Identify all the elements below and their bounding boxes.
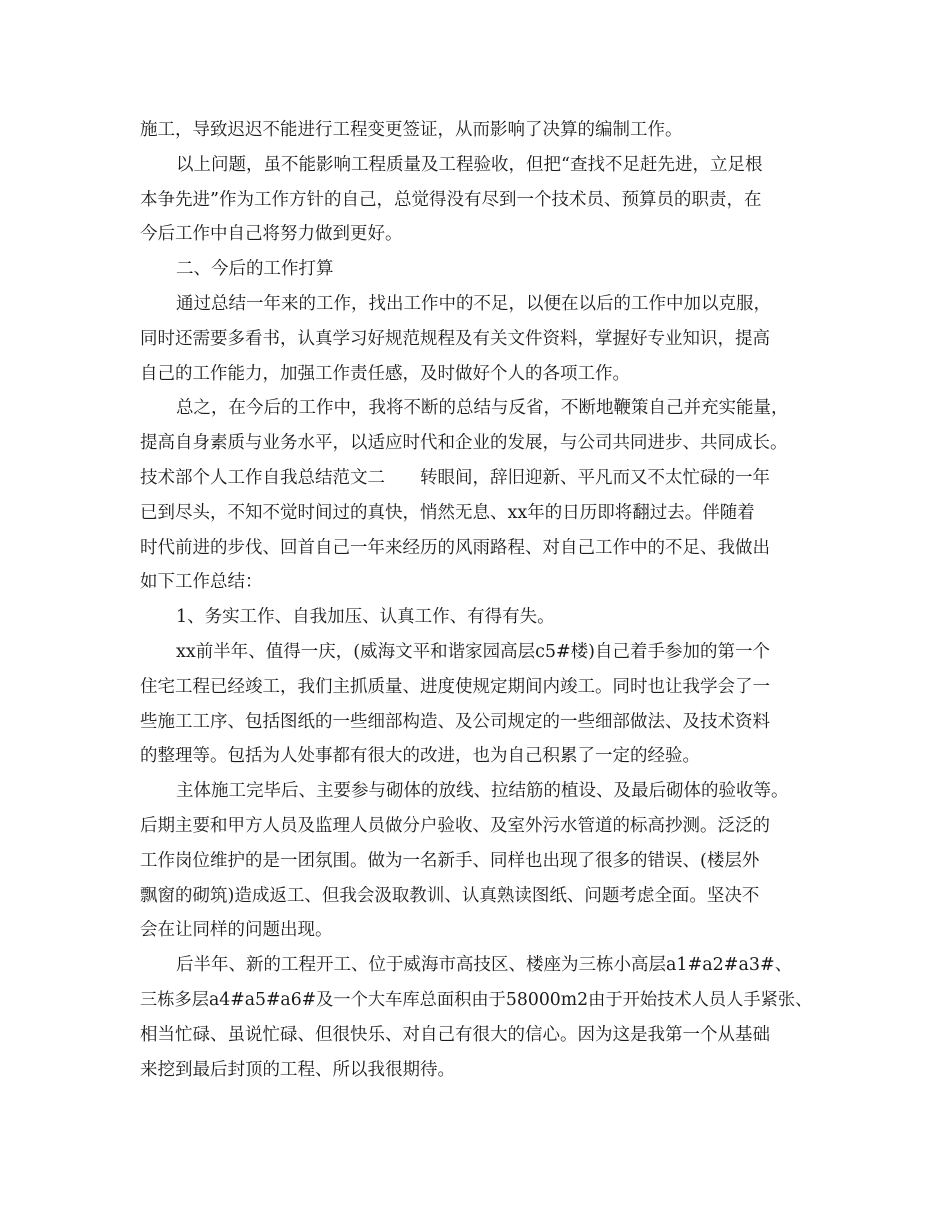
text-line: 后期主要和甲方人员及监理人员做分户验收、及室外污水管道的标高抄测。泛泛的 — [140, 815, 770, 836]
text-line: 今后工作中自己将努力做到更好。 — [140, 224, 403, 245]
text-line: 提高自身素质与业务水平，以适应时代和企业的发展，与公司共同进步、共同成长。 — [140, 433, 788, 454]
text-line: 后半年、新的工程开工、位于威海市高技区、楼座为三栋小高层a1#a2#a3#、 — [176, 955, 793, 976]
text-line: 三栋多层a4#a5#a6#及一个大车库总面积由于58000m2由于开始技术人员人手紧张、 — [140, 989, 813, 1010]
text-line: 已到尽头，不知不觉时间过的真快，悄然无息、xx年的日历即将翻过去。伴随着 — [140, 502, 755, 523]
text-line: 些施工工序、包括图纸的一些细部构造、及公司规定的一些细部做法、及技术资料 — [140, 711, 770, 732]
text-line: 同时还需要多看书，认真学习好规范规程及有关文件资料，掌握好专业知识，提高 — [140, 328, 770, 349]
text-line: 施工，导致迟迟不能进行工程变更签证，从而影响了决算的编制工作。 — [140, 120, 683, 140]
text-line: 工作岗位维护的是一团氛围。做为一名新手、同样也出现了很多的错误、(楼层外 — [140, 850, 760, 871]
text-line: 相当忙碌、虽说忙碌、但很快乐、对自己有很大的信心。因为这是我第一个从基础 — [140, 1024, 770, 1045]
text-line: 总之，在今后的工作中，我将不断的总结与反省，不断地鞭策自己并充实能量， — [176, 398, 789, 419]
body-text — [140, 113, 820, 1087]
text-line: 以上问题，虽不能影响工程质量及工程验收，但把“查找不足赶先进，立足根 — [176, 154, 763, 175]
text-line: 通过总结一年来的工作，找出工作中的不足，以便在以后的工作中加以克服， — [176, 293, 771, 314]
text-line: 飘窗的砌筑)造成返工、但我会汲取教训、认真熟读图纸、问题考虑全面。坚决不 — [140, 885, 760, 906]
text-line: 来挖到最后封顶的工程、所以我很期待。 — [140, 1059, 455, 1080]
text-line: 1、务实工作、自我加压、认真工作、有得有失。 — [176, 607, 555, 628]
text-line: 技术部个人工作自我总结范文二 转眼间，辞旧迎新、平凡而又不太忙碌的一年 — [140, 467, 770, 488]
text-line: 时代前进的步伐、回首自己一年来经历的风雨路程、对自己工作中的不足、我做出 — [140, 537, 770, 558]
text-line: 主体施工完毕后、主要参与砌体的放线、拉结筋的植设、及最后砌体的验收等。 — [176, 781, 789, 802]
text-line: 住宅工程已经竣工，我们主抓质量、进度使规定期间内竣工。同时也让我学会了一 — [140, 676, 770, 697]
text-line: 会在让同样的问题出现。 — [140, 920, 333, 941]
text-line: 本争先进”作为工作方针的自己，总觉得没有尽到一个技术员、预算员的职责，在 — [140, 189, 762, 210]
text-line: 如下工作总结： — [140, 572, 263, 593]
text-line: 的整理等。包括为人处事都有很大的改进，也为自己积累了一定的经验。 — [140, 746, 700, 767]
text-line: xx前半年、值得一庆，(威海文平和谐家园高层c5#楼)自己着手参加的第一个 — [176, 641, 770, 662]
text-line: 自己的工作能力，加强工作责任感，及时做好个人的各项工作。 — [140, 363, 630, 384]
text-line: 二、今后的工作打算 — [176, 259, 334, 280]
